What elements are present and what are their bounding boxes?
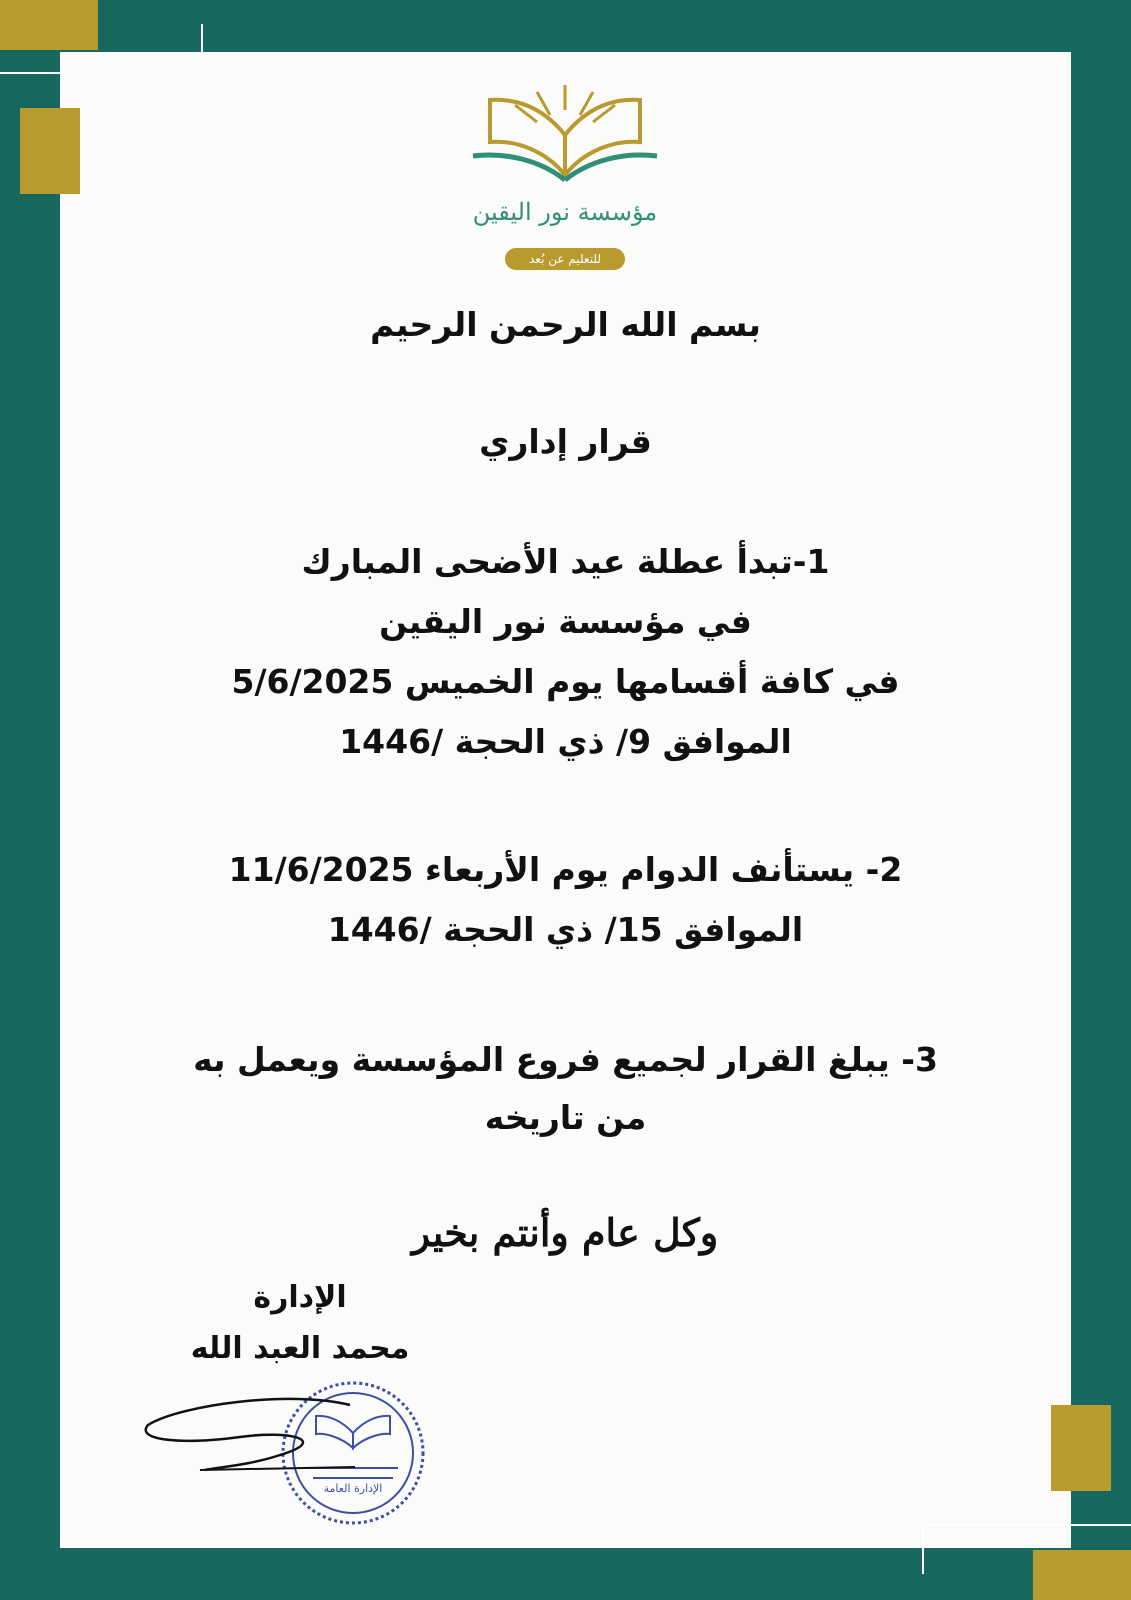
item1-line1: 1-تبدأ عطلة عيد الأضحى المبارك [301, 542, 830, 581]
basmala: بسم الله الرحمن الرحيم [370, 305, 761, 344]
open-book-icon [465, 80, 665, 190]
signoff-name: محمد العبد الله [190, 1331, 410, 1366]
item2-line1: 2- يستأنف الدوام يوم الأربعاء 11/6/2025 [228, 850, 903, 889]
signoff-department: الإدارة [253, 1280, 347, 1315]
stamp-text: الإدارة العامة [323, 1482, 383, 1495]
item3-line2: من تاريخه [484, 1098, 647, 1137]
item1-line3: في كافة أقسامها يوم الخميس 5/6/2025 [231, 662, 900, 701]
handwritten-signature [140, 1395, 360, 1485]
document-title: قرار إداري [479, 422, 652, 461]
item1-line4: الموافق 9/ ذي الحجة /1446 [339, 722, 792, 761]
corner-gold-left [20, 108, 80, 194]
item3-line1: 3- يبلغ القرار لجميع فروع المؤسسة ويعمل به [193, 1040, 938, 1079]
institution-logo [465, 80, 665, 280]
signoff-block [140, 1280, 460, 1366]
corner-gold-right [1051, 1405, 1111, 1491]
item2-line2: الموافق 15/ ذي الحجة /1446 [327, 910, 804, 949]
greeting: وكل عام وأنتم بخير [411, 1210, 719, 1255]
item1-line2: في مؤسسة نور اليقين [379, 602, 752, 641]
corner-gold-bottom-right [1033, 1550, 1131, 1600]
logo-name: مؤسسة نور اليقين [472, 198, 658, 226]
logo-tagline: للتعليم عن بُعد [505, 248, 625, 270]
